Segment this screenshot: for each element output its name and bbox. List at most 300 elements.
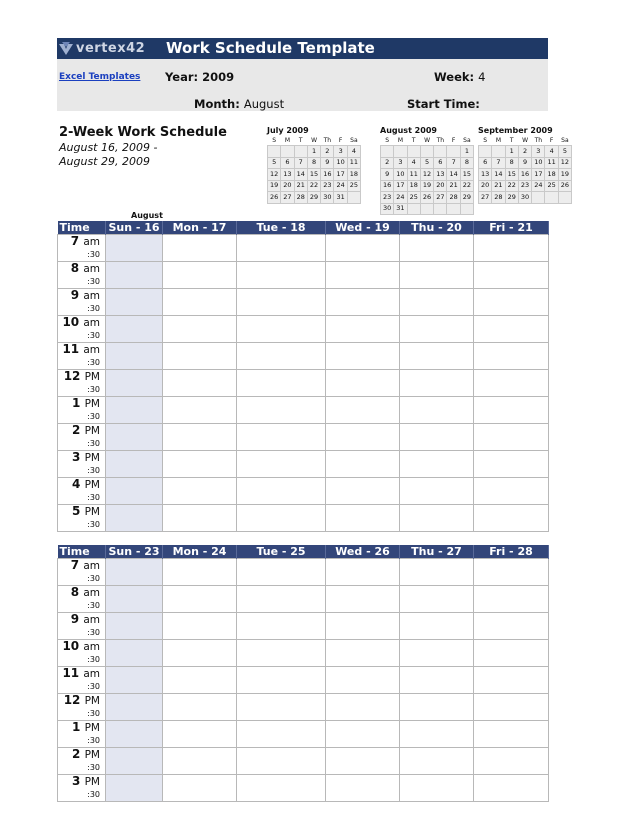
hour-row	[58, 316, 549, 343]
schedule-cell[interactable]	[400, 667, 474, 694]
mini-calendar-title: September 2009	[478, 126, 553, 135]
year-value[interactable]: 2009	[202, 70, 235, 84]
schedule-cell[interactable]	[326, 289, 400, 316]
schedule-cell[interactable]	[400, 424, 474, 451]
half-hour-label: :30	[87, 763, 100, 772]
calendar-day: 21	[447, 180, 460, 192]
schedule-cell[interactable]	[326, 775, 400, 802]
hour-label	[58, 721, 100, 735]
schedule-cell[interactable]	[474, 478, 549, 505]
schedule-cell[interactable]	[474, 424, 549, 451]
am-pm-label: am	[83, 290, 100, 302]
calendar-day	[434, 146, 447, 158]
calendar-day	[545, 192, 558, 204]
schedule-cell[interactable]	[474, 262, 549, 289]
calendar-day: 13	[281, 169, 294, 181]
half-hour-label: :30	[87, 331, 100, 340]
schedule-cell[interactable]	[237, 586, 326, 613]
year-label: Year:	[165, 70, 199, 84]
schedule-cell[interactable]	[163, 343, 237, 370]
hour-row	[58, 748, 549, 775]
calendar-day	[447, 203, 460, 215]
calendar-day	[281, 146, 294, 158]
schedule-cell[interactable]	[474, 586, 549, 613]
weekday-header: Th	[436, 137, 445, 144]
mini-calendar-title: July 2009	[267, 126, 309, 135]
calendar-day: 7	[294, 157, 307, 169]
schedule-cell[interactable]	[106, 748, 163, 775]
calendar-day: 12	[268, 169, 281, 181]
schedule-cell[interactable]	[237, 505, 326, 532]
schedule-cell[interactable]	[163, 775, 237, 802]
schedule-cell[interactable]	[474, 559, 549, 586]
schedule-cell[interactable]	[326, 586, 400, 613]
hour-number: 7	[70, 234, 80, 248]
calendar-day: 5	[558, 146, 571, 158]
am-pm-label: PM	[84, 452, 100, 464]
schedule-cell[interactable]	[163, 586, 237, 613]
hour-row	[58, 721, 549, 748]
schedule-cell[interactable]	[106, 235, 163, 262]
weekday-header: Th	[323, 137, 332, 144]
schedule-cell[interactable]	[326, 478, 400, 505]
hour-number: 4	[72, 477, 81, 491]
schedule-cell[interactable]	[326, 748, 400, 775]
half-hour-label: :30	[87, 601, 100, 610]
weekday-header: Th	[534, 137, 543, 144]
schedule-cell[interactable]	[474, 370, 549, 397]
schedule-cell[interactable]	[326, 505, 400, 532]
calendar-day: 30	[321, 192, 334, 204]
am-pm-label: PM	[84, 506, 100, 518]
hour-label	[58, 559, 100, 573]
calendar-day: 2	[321, 146, 334, 158]
schedule-cell[interactable]	[400, 370, 474, 397]
calendar-day: 15	[460, 169, 473, 181]
schedule-cell[interactable]	[326, 694, 400, 721]
hour-label	[58, 640, 100, 654]
calendar-day: 27	[281, 192, 294, 204]
am-pm-label: am	[83, 263, 100, 275]
time-column-header: Time	[58, 545, 106, 559]
schedule-cell[interactable]	[400, 478, 474, 505]
half-hour-label: :30	[87, 736, 100, 745]
schedule-cell[interactable]	[474, 667, 549, 694]
hour-label	[58, 478, 100, 492]
week1-schedule-grid	[57, 221, 549, 532]
schedule-cell[interactable]	[237, 451, 326, 478]
calendar-day: 28	[492, 192, 505, 204]
calendar-day: 15	[505, 169, 518, 181]
schedule-cell[interactable]	[326, 370, 400, 397]
weekday-header: W	[311, 137, 317, 144]
am-pm-label: am	[83, 344, 100, 356]
month-value[interactable]: August	[243, 97, 285, 111]
time-cell	[58, 478, 106, 505]
weekday-header: S	[483, 137, 488, 144]
hour-row	[58, 478, 549, 505]
day-column-header: Mon - 17	[163, 221, 237, 235]
calendar-day: 10	[394, 169, 407, 181]
logo-mark-icon	[59, 42, 73, 55]
schedule-cell[interactable]	[237, 640, 326, 667]
schedule-cell[interactable]	[474, 289, 549, 316]
hour-label	[58, 505, 100, 519]
schedule-cell[interactable]	[400, 235, 474, 262]
time-cell	[58, 424, 106, 451]
calendar-day: 19	[420, 180, 433, 192]
schedule-range-end: August 29, 2009	[59, 155, 150, 168]
hour-row	[58, 640, 549, 667]
calendar-day: 30	[518, 192, 531, 204]
schedule-cell[interactable]	[237, 370, 326, 397]
calendar-day: 16	[381, 180, 394, 192]
schedule-cell[interactable]	[163, 316, 237, 343]
schedule-cell[interactable]	[106, 451, 163, 478]
calendar-day: 2	[381, 157, 394, 169]
calendar-day: 9	[518, 157, 531, 169]
schedule-cell[interactable]	[326, 262, 400, 289]
calendar-day: 13	[434, 169, 447, 181]
schedule-cell[interactable]	[400, 748, 474, 775]
calendar-day: 3	[394, 157, 407, 169]
schedule-cell[interactable]	[237, 262, 326, 289]
day-column-header: Tue - 25	[237, 545, 326, 559]
schedule-cell[interactable]	[237, 235, 326, 262]
calendar-day	[460, 203, 473, 215]
schedule-cell[interactable]	[237, 667, 326, 694]
calendar-day: 20	[479, 180, 492, 192]
half-hour-label: :30	[87, 385, 100, 394]
weekday-header: M	[495, 137, 502, 144]
schedule-cell[interactable]	[163, 451, 237, 478]
calendar-day: 18	[347, 169, 360, 181]
calendar-day: 23	[518, 180, 531, 192]
schedule-cell[interactable]	[237, 343, 326, 370]
calendar-day: 25	[347, 180, 360, 192]
schedule-cell[interactable]	[400, 640, 474, 667]
calendar-day: 6	[434, 157, 447, 169]
excel-templates-link[interactable]: Excel Templates	[59, 72, 141, 82]
schedule-cell[interactable]	[106, 721, 163, 748]
calendar-day: 25	[407, 192, 420, 204]
hour-number: 2	[72, 423, 81, 437]
schedule-cell[interactable]	[163, 397, 237, 424]
schedule-cell[interactable]	[237, 775, 326, 802]
schedule-cell[interactable]	[237, 424, 326, 451]
schedule-cell[interactable]	[474, 505, 549, 532]
half-hour-label: :30	[87, 277, 100, 286]
hour-number: 3	[72, 774, 81, 788]
schedule-cell[interactable]	[400, 721, 474, 748]
schedule-cell[interactable]	[163, 748, 237, 775]
mini-calendar-title: August 2009	[380, 126, 437, 135]
day-column-header: Tue - 18	[237, 221, 326, 235]
schedule-cell[interactable]	[163, 694, 237, 721]
calendar-day: 29	[505, 192, 518, 204]
schedule-cell[interactable]	[106, 316, 163, 343]
mini-calendar-august	[380, 126, 474, 215]
calendar-day	[532, 192, 545, 204]
calendar-day	[268, 146, 281, 158]
mini-calendar-july	[267, 126, 361, 204]
schedule-cell[interactable]	[106, 343, 163, 370]
page-title: Work Schedule Template	[166, 39, 375, 57]
hour-number: 2	[72, 747, 81, 761]
schedule-cell[interactable]	[474, 235, 549, 262]
hour-number: 9	[70, 612, 80, 626]
day-column-header: Thu - 27	[400, 545, 474, 559]
schedule-cell[interactable]	[474, 316, 549, 343]
am-pm-label: PM	[84, 479, 100, 491]
calendar-day: 15	[307, 169, 320, 181]
schedule-cell[interactable]	[326, 397, 400, 424]
schedule-cell[interactable]	[400, 775, 474, 802]
calendar-day: 28	[294, 192, 307, 204]
time-cell	[58, 748, 106, 775]
hour-number: 11	[62, 342, 80, 356]
schedule-cell[interactable]	[400, 505, 474, 532]
schedule-cell[interactable]	[474, 640, 549, 667]
week2-schedule-grid	[57, 545, 549, 802]
hour-row	[58, 694, 549, 721]
day-column-header: Mon - 24	[163, 545, 237, 559]
calendar-day: 3	[532, 146, 545, 158]
calendar-day	[381, 146, 394, 158]
schedule-cell[interactable]	[237, 397, 326, 424]
time-cell	[58, 343, 106, 370]
hour-number: 12	[63, 369, 81, 383]
hour-row	[58, 586, 549, 613]
calendar-day	[347, 192, 360, 204]
schedule-cell[interactable]	[163, 262, 237, 289]
schedule-cell[interactable]	[400, 613, 474, 640]
hour-number: 1	[72, 720, 81, 734]
time-cell	[58, 262, 106, 289]
schedule-cell[interactable]	[237, 748, 326, 775]
schedule-cell[interactable]	[106, 694, 163, 721]
calendar-day: 25	[545, 180, 558, 192]
time-cell	[58, 640, 106, 667]
schedule-cell[interactable]	[106, 613, 163, 640]
weekday-header: M	[397, 137, 404, 144]
calendar-day: 21	[492, 180, 505, 192]
schedule-cell[interactable]	[400, 694, 474, 721]
calendar-day: 22	[460, 180, 473, 192]
calendar-day: 9	[381, 169, 394, 181]
calendar-day	[434, 203, 447, 215]
calendar-day: 3	[334, 146, 347, 158]
calendar-day: 1	[505, 146, 518, 158]
am-pm-label: am	[83, 317, 100, 329]
schedule-cell[interactable]	[400, 559, 474, 586]
day-column-header: Fri - 21	[474, 221, 549, 235]
weekday-header: F	[451, 137, 456, 144]
schedule-cell[interactable]	[474, 343, 549, 370]
calendar-day: 11	[545, 157, 558, 169]
schedule-cell[interactable]	[474, 451, 549, 478]
schedule-cell[interactable]	[106, 586, 163, 613]
am-pm-label: PM	[84, 425, 100, 437]
calendar-day: 7	[492, 157, 505, 169]
schedule-cell[interactable]	[326, 424, 400, 451]
hour-number: 10	[62, 639, 80, 653]
day-column-header: Sun - 23	[106, 545, 163, 559]
day-column-header: Fri - 28	[474, 545, 549, 559]
calendar-day: 18	[545, 169, 558, 181]
schedule-cell[interactable]	[326, 667, 400, 694]
hour-label	[58, 451, 100, 465]
calendar-day: 11	[407, 169, 420, 181]
half-hour-label: :30	[87, 304, 100, 313]
schedule-cell[interactable]	[163, 370, 237, 397]
calendar-day: 11	[347, 157, 360, 169]
calendar-day	[294, 146, 307, 158]
calendar-day: 17	[394, 180, 407, 192]
schedule-cell[interactable]	[474, 613, 549, 640]
calendar-day: 14	[294, 169, 307, 181]
schedule-cell[interactable]	[326, 613, 400, 640]
calendar-day: 17	[334, 169, 347, 181]
schedule-cell[interactable]	[163, 613, 237, 640]
weekday-header: F	[338, 137, 343, 144]
schedule-cell[interactable]	[106, 424, 163, 451]
am-pm-label: PM	[84, 749, 100, 761]
schedule-cell[interactable]	[163, 235, 237, 262]
week-label: Week:	[434, 70, 475, 84]
schedule-cell[interactable]	[400, 316, 474, 343]
calendar-day: 29	[307, 192, 320, 204]
schedule-cell[interactable]	[237, 613, 326, 640]
schedule-cell[interactable]	[400, 289, 474, 316]
hour-number: 1	[72, 396, 81, 410]
schedule-cell[interactable]	[400, 586, 474, 613]
half-hour-label: :30	[87, 412, 100, 421]
schedule-cell[interactable]	[106, 775, 163, 802]
calendar-day: 10	[334, 157, 347, 169]
schedule-cell[interactable]	[106, 397, 163, 424]
calendar-day: 21	[294, 180, 307, 192]
schedule-cell[interactable]	[237, 316, 326, 343]
schedule-cell[interactable]	[237, 559, 326, 586]
calendar-day	[558, 192, 571, 204]
time-column-header: Time	[58, 221, 106, 235]
weekday-header: S	[385, 137, 390, 144]
schedule-cell[interactable]	[326, 451, 400, 478]
half-hour-label: :30	[87, 250, 100, 259]
calendar-day	[420, 146, 433, 158]
schedule-cell[interactable]	[474, 748, 549, 775]
schedule-cell[interactable]	[400, 397, 474, 424]
calendar-day: 30	[381, 203, 394, 215]
day-column-header: Wed - 26	[326, 545, 400, 559]
start-time-field	[407, 97, 480, 111]
half-hour-label: :30	[87, 439, 100, 448]
day-column-header: Wed - 19	[326, 221, 400, 235]
hour-number: 10	[62, 315, 80, 329]
calendar-day: 26	[420, 192, 433, 204]
half-hour-label: :30	[87, 709, 100, 718]
calendar-day: 24	[334, 180, 347, 192]
calendar-day: 23	[381, 192, 394, 204]
schedule-cell[interactable]	[237, 721, 326, 748]
day-column-header: Thu - 20	[400, 221, 474, 235]
schedule-cell[interactable]	[400, 343, 474, 370]
schedule-cell[interactable]	[106, 478, 163, 505]
schedule-cell[interactable]	[474, 721, 549, 748]
hour-label	[58, 262, 100, 276]
calendar-day	[407, 146, 420, 158]
schedule-cell[interactable]	[326, 559, 400, 586]
schedule-cell[interactable]	[163, 289, 237, 316]
schedule-cell[interactable]	[326, 316, 400, 343]
hour-label	[58, 343, 100, 357]
calendar-day: 10	[532, 157, 545, 169]
schedule-cell[interactable]	[163, 721, 237, 748]
schedule-cell[interactable]	[326, 640, 400, 667]
hour-label	[58, 667, 100, 681]
time-cell	[58, 613, 106, 640]
weekday-header: T	[411, 137, 416, 144]
half-hour-label: :30	[87, 574, 100, 583]
schedule-cell[interactable]	[106, 640, 163, 667]
schedule-cell[interactable]	[237, 289, 326, 316]
schedule-cell[interactable]	[474, 775, 549, 802]
schedule-cell[interactable]	[237, 478, 326, 505]
am-pm-label: am	[83, 587, 100, 599]
schedule-cell[interactable]	[106, 370, 163, 397]
schedule-cell[interactable]	[326, 235, 400, 262]
calendar-day: 24	[394, 192, 407, 204]
schedule-cell[interactable]	[106, 559, 163, 586]
week1-month-label: August	[131, 211, 163, 220]
hour-row	[58, 397, 549, 424]
weekday-header: T	[298, 137, 303, 144]
schedule-cell[interactable]	[106, 667, 163, 694]
week-value[interactable]: 4	[478, 70, 486, 84]
schedule-cell[interactable]	[326, 343, 400, 370]
weekday-header: W	[424, 137, 430, 144]
schedule-cell[interactable]	[163, 559, 237, 586]
calendar-day: 20	[281, 180, 294, 192]
time-cell	[58, 235, 106, 262]
calendar-day: 14	[447, 169, 460, 181]
schedule-cell[interactable]	[163, 640, 237, 667]
schedule-cell[interactable]	[163, 667, 237, 694]
schedule-cell[interactable]	[326, 721, 400, 748]
calendar-day: 28	[447, 192, 460, 204]
schedule-cell[interactable]	[106, 505, 163, 532]
schedule-cell[interactable]	[163, 478, 237, 505]
schedule-cell[interactable]	[163, 505, 237, 532]
schedule-cell[interactable]	[237, 694, 326, 721]
schedule-cell[interactable]	[106, 262, 163, 289]
schedule-cell[interactable]	[106, 289, 163, 316]
hour-number: 5	[72, 504, 81, 518]
schedule-cell[interactable]	[474, 694, 549, 721]
hour-row	[58, 370, 549, 397]
half-hour-label: :30	[87, 628, 100, 637]
schedule-cell[interactable]	[474, 397, 549, 424]
calendar-day: 26	[558, 180, 571, 192]
schedule-cell[interactable]	[163, 424, 237, 451]
calendar-day	[394, 146, 407, 158]
calendar-day: 16	[321, 169, 334, 181]
hour-row	[58, 559, 549, 586]
schedule-cell[interactable]	[400, 451, 474, 478]
schedule-cell[interactable]	[400, 262, 474, 289]
hour-row	[58, 451, 549, 478]
